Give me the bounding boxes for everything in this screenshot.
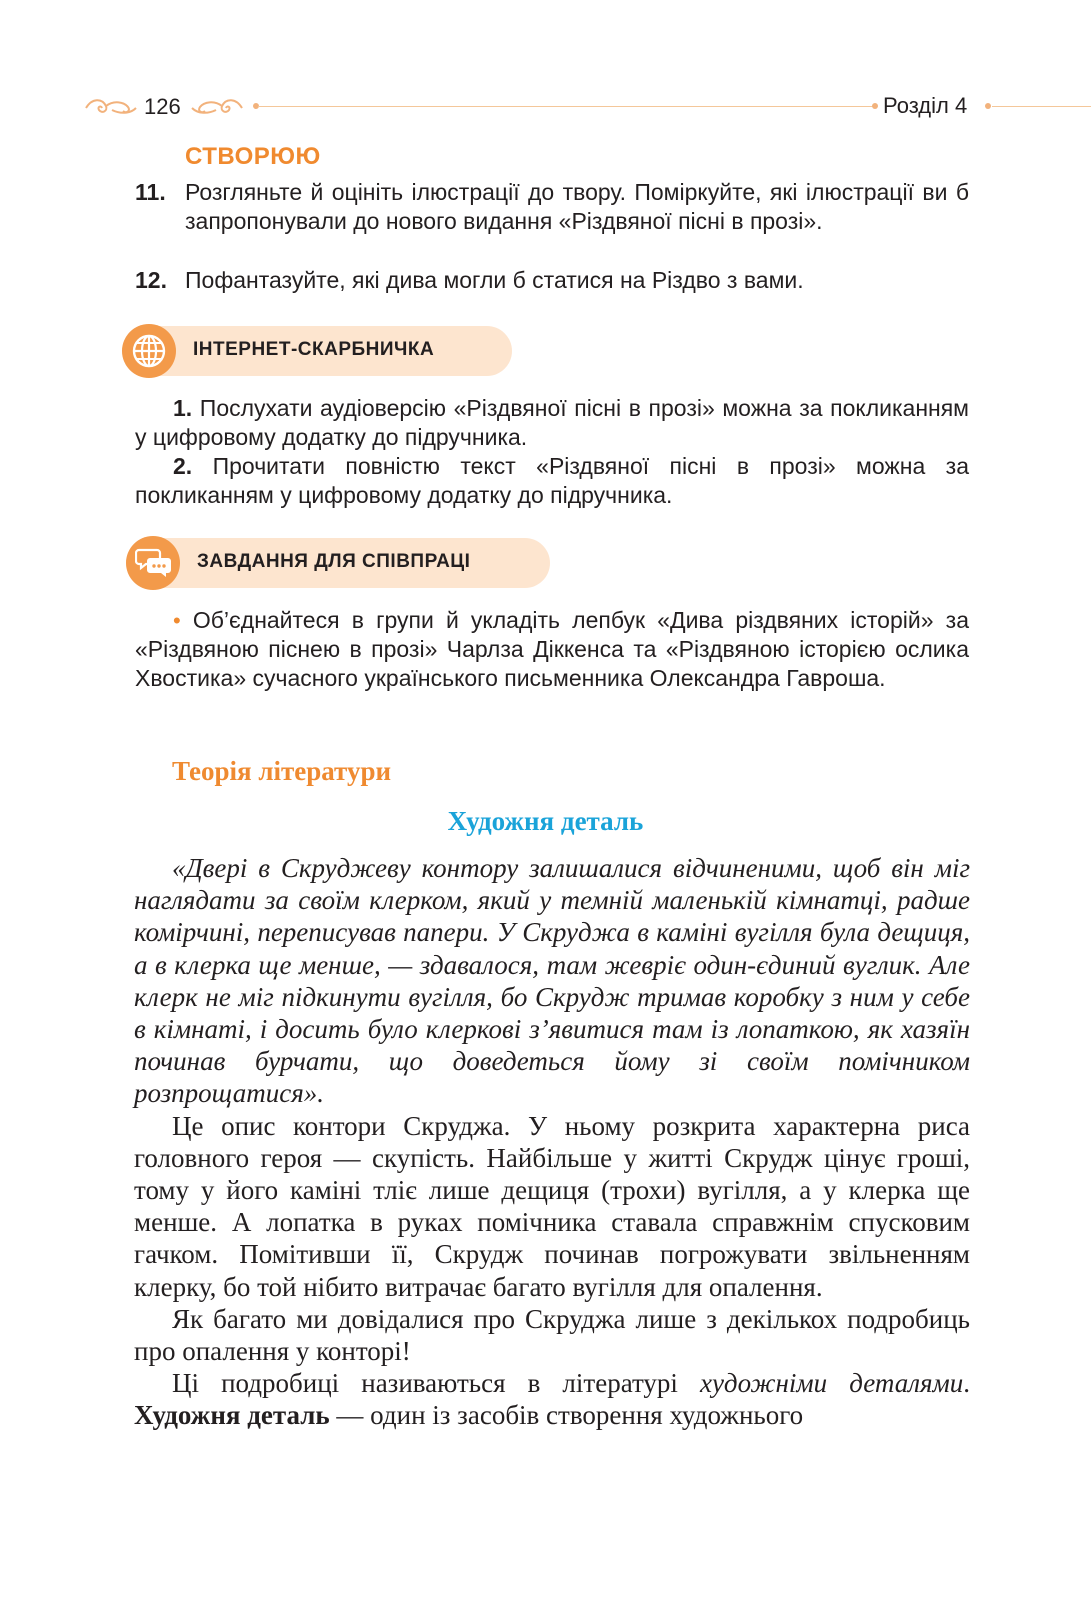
task-item — [135, 178, 969, 236]
body-paragraph — [134, 1367, 970, 1431]
header-rule — [258, 106, 875, 107]
banner-label: ІНТЕРНЕТ-СКАРБНИЧКА — [193, 339, 435, 360]
task-text: Пофантазуйте, які дива могли б статися на Різдво з вами. — [185, 267, 804, 293]
theory-body — [134, 852, 970, 1432]
cooperation-task — [135, 606, 969, 693]
internet-item — [135, 394, 969, 452]
right-ornament-icon — [190, 96, 244, 118]
item-number: 1. — [173, 395, 193, 421]
cooperation-text: Об’єднайтеся в групи й укладіть лепбук «Дива різдвяних історій» за «Різдвяною піснею в прозі» Чарлза Діккенса та «Різдвяною історією ослика Хвостика» сучасного українського письменника Олександра Гавроша. — [135, 607, 969, 691]
header-dot — [872, 103, 878, 109]
item-text: Прочитати повністю текст «Різдвяної пісні в прозі» можна за покликанням у цифровому додатку до підручника. — [135, 453, 970, 508]
text-run: Ці подробиці називаються в літературі — [172, 1368, 701, 1399]
globe-icon-circle — [122, 324, 176, 378]
internet-treasury-banner — [122, 326, 512, 376]
chat-icon-circle — [126, 536, 180, 590]
item-number: 2. — [173, 453, 193, 479]
body-paragraph: Це опис контори Скруджа. У ньому розкрита характерна риса головного героя — скупість. Найбільше у житті Скрудж цінує гроші, тому у його каміні тліє лише дещиця (трохи) вугілля, а у клерка ще менше. А лопатка в руках помічника ставала справжнім спусковим гачком. Помітивши її, Скрудж починав погрожувати звільненням клерку, бо той нібито витрачає багато вугілля для опалення. — [134, 1110, 970, 1302]
globe-icon — [131, 333, 167, 369]
text-run: . — [963, 1368, 970, 1399]
header-rule — [992, 106, 1091, 107]
task-text: Розгляньте й оцініть ілюстрації до твору. Поміркуйте, які ілюстрації ви б запропонували до нового видання «Різдвяної пісні в прозі». — [185, 179, 969, 234]
internet-item — [135, 452, 969, 510]
item-text: Послухати аудіоверсію «Різдвяної пісні в прозі» можна за покликанням у цифровому додатку до підручника. — [135, 395, 969, 450]
emphasis-term: художніми деталями — [700, 1368, 964, 1399]
bullet: • — [173, 608, 181, 633]
chat-bubbles-icon — [135, 545, 173, 581]
body-paragraph: Як багато ми довідалися про Скруджа лише з декількох подробиць про опалення у конторі! — [134, 1303, 970, 1367]
create-heading: СТВОРЮЮ — [185, 143, 321, 170]
quote-paragraph: «Двері в Скруджеву контору залишалися відчиненими, щоб він міг наглядати за своїм клерком, який у темній маленькій кімнатці, радше комірчині, переписував папери. У Скруджа в каміні вугілля була дещиця, а в клерка ще менше, — здавалося, там жевріє один-єдиний вуглик. Але клерк не міг підкинути вугілля, бо Скрудж тримав коробку з ним у себе в кімнаті, і досить було клеркові з’явитися там із лопаткою, як хазяїн починав бурчати, що доведеться йому зі своїм помічником розпрощатися». — [134, 853, 970, 1109]
task-number: 11. — [135, 179, 166, 205]
section-reference: Розділ 4 — [883, 93, 968, 118]
left-ornament-icon — [84, 96, 138, 118]
bold-term: Художня деталь — [134, 1400, 330, 1431]
cooperation-banner — [126, 538, 550, 588]
theory-heading: Теорія літератури — [172, 756, 392, 786]
task-number: 12. — [135, 267, 167, 293]
task-item — [135, 266, 969, 295]
theory-subtitle: Художня деталь — [447, 806, 644, 836]
banner-label: ЗАВДАННЯ ДЛЯ СПІВПРАЦІ — [197, 551, 471, 572]
page-number: 126 — [144, 94, 181, 119]
page-header — [80, 90, 1091, 124]
text-run: — один із засобів створення художнього — [329, 1400, 804, 1431]
header-dot — [985, 103, 991, 109]
